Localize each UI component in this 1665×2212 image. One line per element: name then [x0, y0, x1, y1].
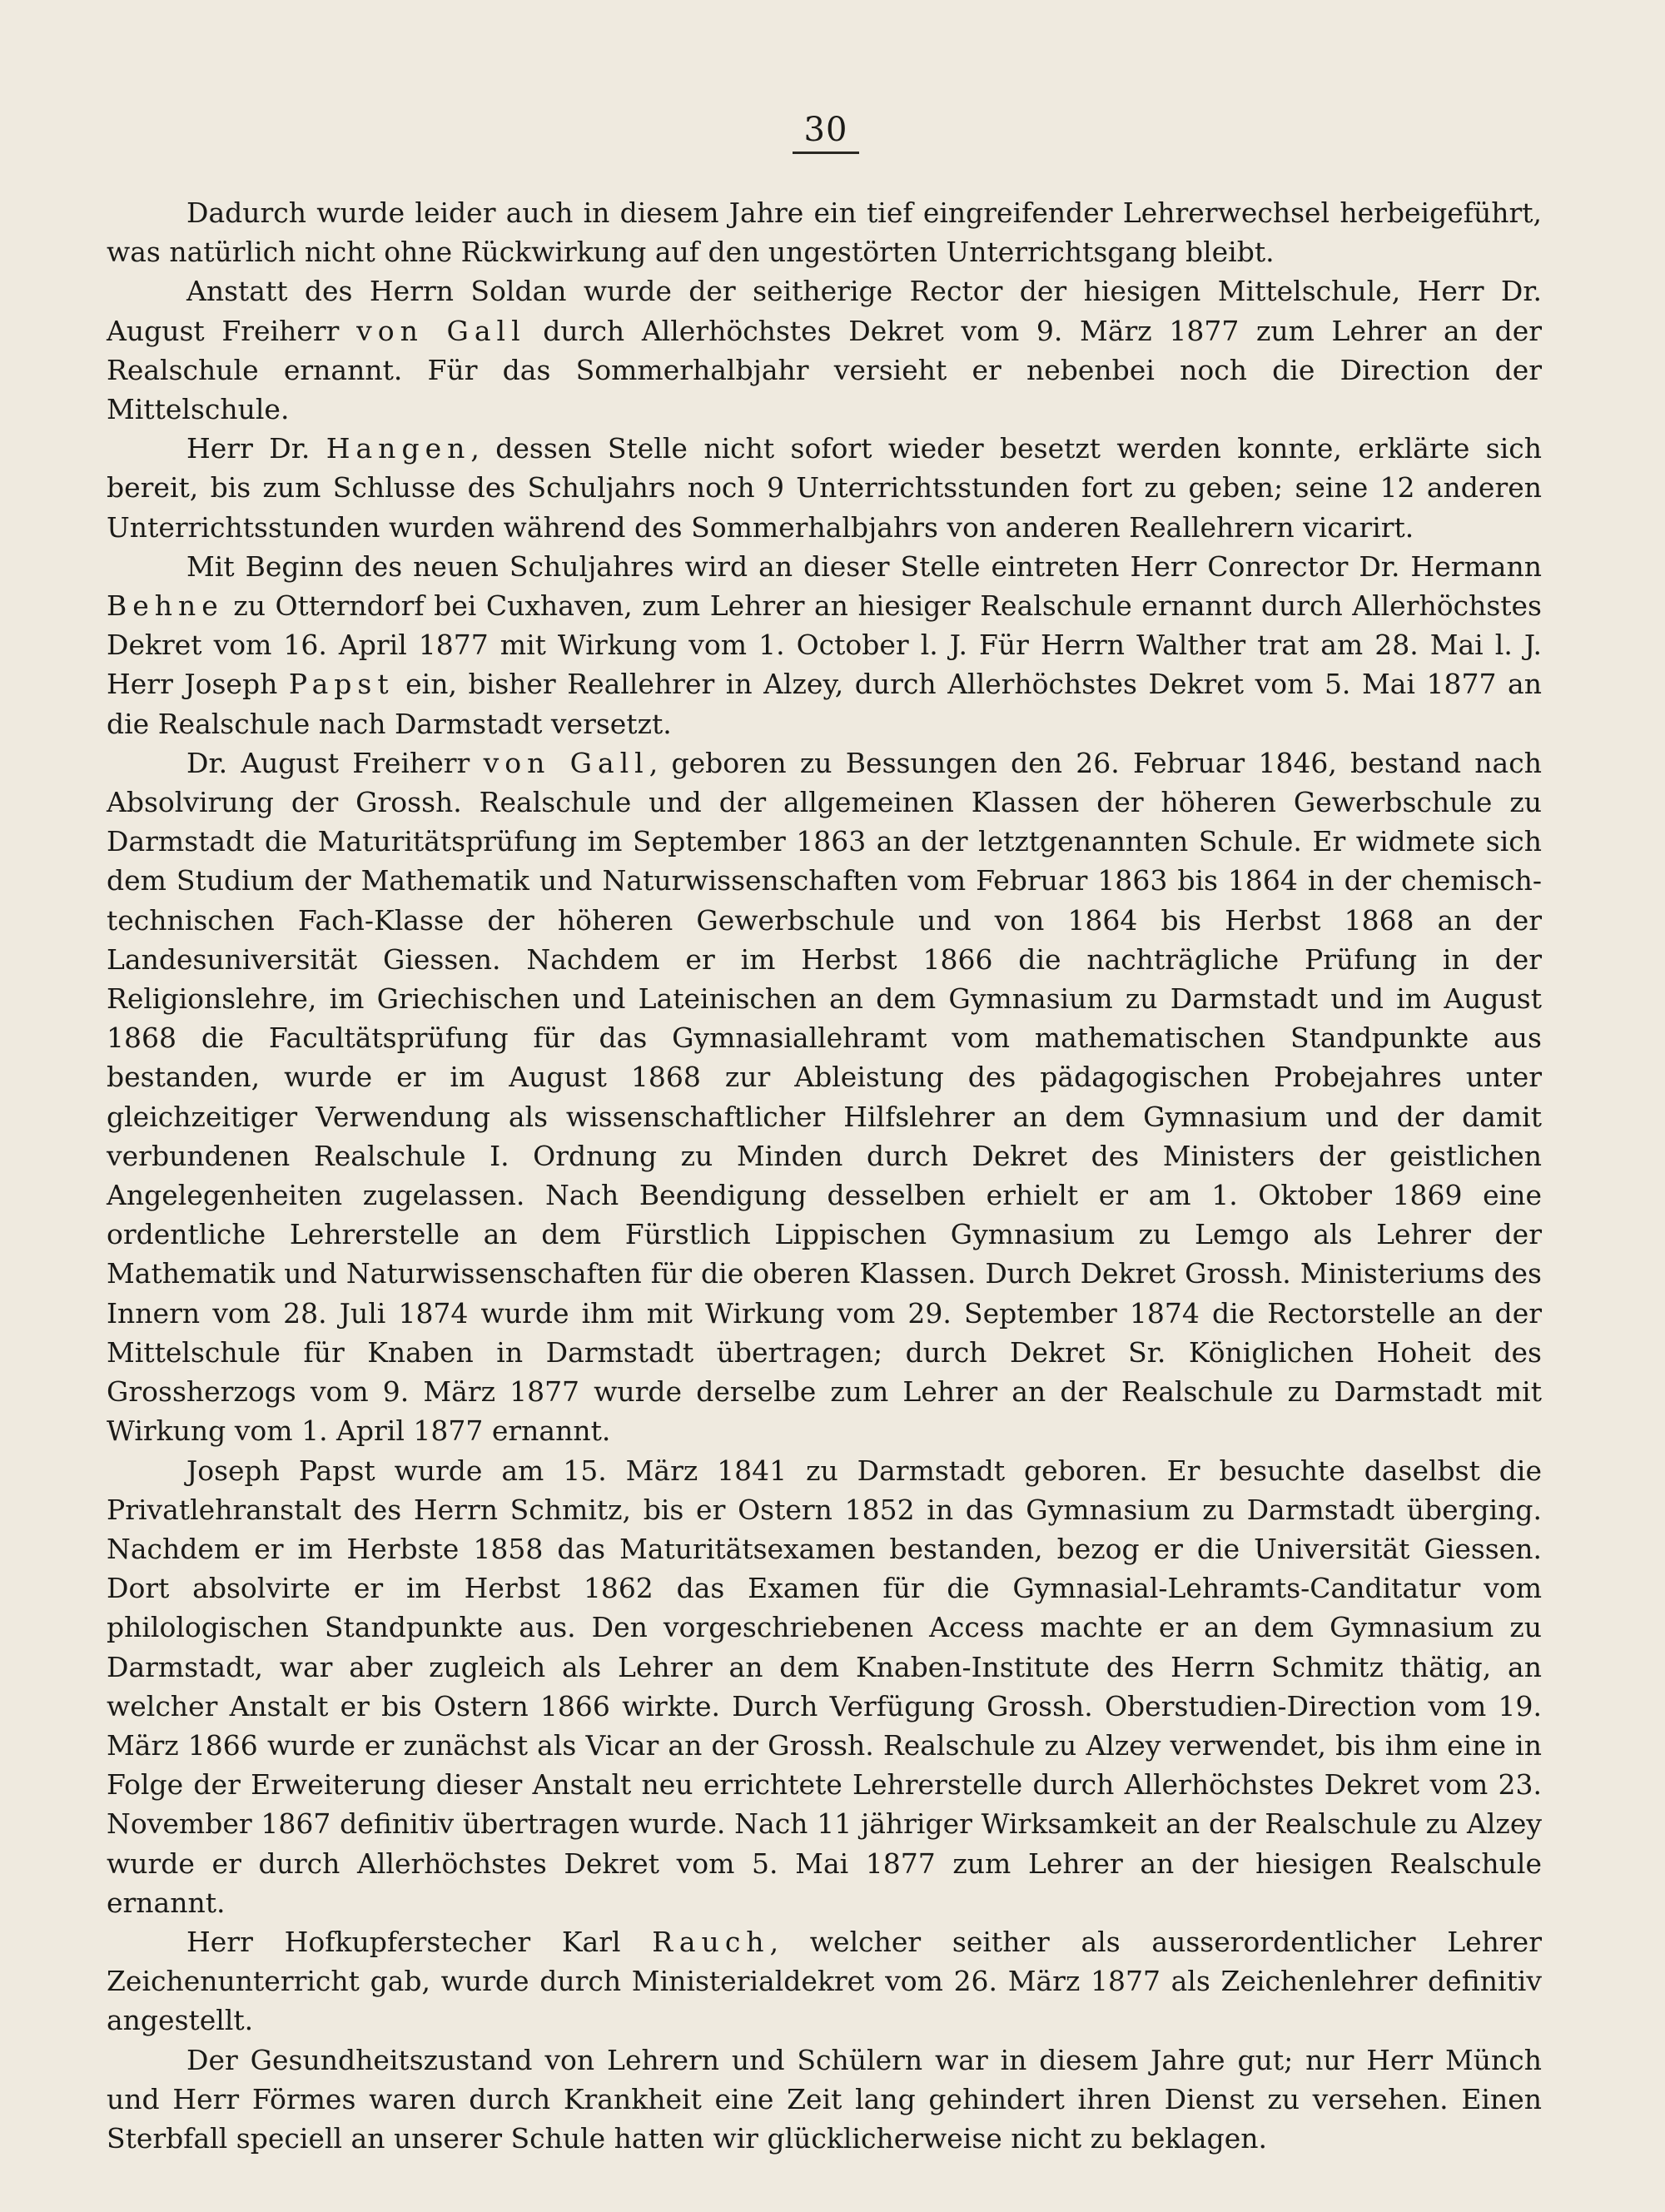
- spaced-name: von Gall: [483, 746, 649, 779]
- text-segment: , welcher seither als ausserordentlicher Lehrer Zeichenunterricht gab, wurde durch Ministerialdekret vom 26. März 1877 als Zeichenlehrer definitiv angestellt.: [107, 1925, 1542, 2037]
- text-segment: Mit Beginn des neuen Schuljahres wird an dieser Stelle eintreten Herr Conrector Dr. Hermann: [186, 549, 1542, 583]
- spaced-name: von Gall: [356, 314, 526, 347]
- text-segment: ein, bisher Reallehrer in Alzey, durch Allerhöchstes Dekret vom 5. Mai 1877 an die Realschule nach Darmstadt versetzt.: [107, 668, 1542, 740]
- text-segment: Herr Dr.: [186, 432, 326, 465]
- text-segment: zu Otterndorf bei Cuxhaven, zum Lehrer an hiesiger Realschule ernannt durch Allerhöchstes Dekret vom 16. April 1877 mit Wirkung vom 1. October l. J. Für Herrn Walther trat am 28. Mai l. J. Herr Joseph: [107, 589, 1542, 701]
- body-text: [107, 193, 1542, 2158]
- paragraph: [107, 193, 1542, 271]
- text-segment: Herr Hofkupferstecher Karl: [186, 1925, 653, 1958]
- paragraph: [107, 429, 1542, 547]
- paragraph: [107, 547, 1542, 743]
- text-segment: Anstatt des Herrn Soldan wurde der seitherige Rector der hiesigen Mittelschule, Herr Dr. August Freiherr: [107, 275, 1542, 347]
- text-segment: Dr. August Freiherr: [186, 746, 484, 779]
- paragraph: [107, 1451, 1542, 1922]
- spaced-name: Behne: [107, 589, 224, 623]
- text-segment: , geboren zu Bessungen den 26. Februar 1846, bestand nach Absolvirung der Grossh. Realschule und der allgemeinen Klassen der höheren Gewerbschule zu Darmstadt die Maturitätsprüfung im September 1863 an der letztgenannten Schule. Er widmete sich dem Studium der Mathematik und Naturwissenschaften vom Februar 1863 bis 1864 in der chemisch-technischen Fach-Klasse der höheren Gewerbschule und von 1864 bis Herbst 1868 an der Landesuniversität Giessen. Nachdem er im Herbst 1866 die nachträgliche Prüfung in der Religionslehre, im Griechischen und Lateinischen an dem Gymnasium zu Darmstadt und im August 1868 die Facultätsprüfung für das Gymnasiallehramt vom mathematischen Standpunkte aus bestanden, wurde er im August 1868 zur Ableistung des pädagogischen Probejahres unter gleichzeitiger Verwendung als wissenschaftlicher Hilfslehrer an dem Gymnasium und der damit verbundenen Realschule I. Ordnung zu Minden durch Dekret des Ministers der geistlichen Angelegenheiten zugelassen. Nach Beendigung desselben erhielt er am 1. Oktober 1869 eine ordentliche Lehrerstelle an dem Fürstlich Lippischen Gymnasium zu Lemgo als Lehrer der Mathematik und Naturwissenschaften für die oberen Klassen. Durch Dekret Grossh. Ministeriums des Innern vom 28. Juli 1874 wurde ihm mit Wirkung vom 29. September 1874 die Rectorstelle an der Mittelschule für Knaben in Darmstadt übertragen; durch Dekret Sr. Königlichen Hoheit des Grossherzogs vom 9. März 1877 wurde derselbe zum Lehrer an der Realschule zu Darmstadt mit Wirkung vom 1. April 1877 ernannt.: [107, 746, 1542, 1448]
- spaced-name: Rauch: [652, 1925, 770, 1958]
- text-segment: Der Gesundheitszustand von Lehrern und Schülern war in diesem Jahre gut; nur Herr Münch und Herr Förmes waren durch Krankheit eine Zeit lang gehindert ihren Dienst zu versehen. Einen Sterbfall speciell an unserer Schule hatten wir glücklicherweise nicht zu beklagen.: [107, 2043, 1542, 2155]
- page-number-text: 30: [793, 110, 860, 154]
- paragraph: [107, 1922, 1542, 2041]
- text-segment: , dessen Stelle nicht sofort wieder besetzt werden konnte, erklärte sich bereit, bis zum Schlusse des Schuljahrs noch 9 Unterrichtsstunden fort zu geben; seine 12 anderen Unterrichtsstunden wurden während des Sommerhalbjahrs von anderen Reallehrern vicarirt.: [107, 432, 1542, 544]
- text-segment: Joseph Papst wurde am 15. März 1841 zu Darmstadt geboren. Er besuchte daselbst die Privatlehranstalt des Herrn Schmitz, bis er Ostern 1852 in das Gymnasium zu Darmstadt überging. Nachdem er im Herbste 1858 das Maturitätsexamen bestanden, bezog er die Universität Giessen. Dort absolvirte er im Herbst 1862 das Examen für die Gymnasial-Lehramts-Canditatur vom philologischen Standpunkte aus. Den vorgeschriebenen Access machte er an dem Gymnasium zu Darmstadt, war aber zugleich als Lehrer an dem Knaben-Institute des Herrn Schmitz thätig, an welcher Anstalt er bis Ostern 1866 wirkte. Durch Verfügung Grossh. Oberstudien-Direction vom 19. März 1866 wurde er zunächst als Vicar an der Grossh. Realschule zu Alzey verwendet, bis ihm eine in Folge der Erweiterung dieser Anstalt neu errichtete Lehrerstelle durch Allerhöchstes Dekret vom 23. November 1867 definitiv übertragen wurde. Nach 11 jähriger Wirksamkeit an der Realschule zu Alzey wurde er durch Allerhöchstes Dekret vom 5. Mai 1877 zum Lehrer an der hiesigen Realschule ernannt.: [107, 1454, 1542, 1919]
- page-number: [0, 110, 1665, 154]
- paragraph: [107, 743, 1542, 1451]
- paragraph: [107, 2041, 1542, 2159]
- text-segment: durch Allerhöchstes Dekret vom 9. März 1877 zum Lehrer an der Realschule ernannt. Für das Sommerhalbjahr versieht er nebenbei noch die Direction der Mittelschule.: [107, 314, 1543, 426]
- spaced-name: Papst: [288, 668, 395, 701]
- paragraph: [107, 271, 1542, 429]
- text-segment: Dadurch wurde leider auch in diesem Jahre ein tief eingreifender Lehrerwechsel herbeigeführt, was natürlich nicht ohne Rückwirkung auf den ungestörten Unterrichtsgang bleibt.: [107, 196, 1542, 269]
- spaced-name: Hangen: [326, 432, 471, 465]
